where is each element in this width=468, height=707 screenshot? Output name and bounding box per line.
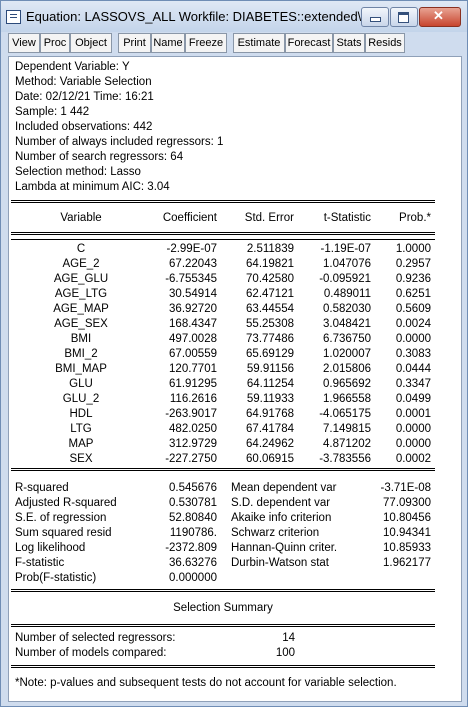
stat-value: 36.63276 (169, 557, 217, 569)
cell-coefficient: 312.9729 (169, 438, 217, 450)
stat-label: Akaike info criterion (231, 512, 332, 524)
cell-t-statistic: 4.871202 (323, 438, 371, 450)
cell-t-statistic: -0.095921 (319, 273, 371, 285)
print-button[interactable]: Print (118, 33, 151, 53)
freeze-button[interactable]: Freeze (185, 33, 227, 53)
stat-value: 10.80456 (383, 512, 431, 524)
stat-value: 10.94341 (383, 527, 431, 539)
cell-t-statistic: -3.783556 (319, 453, 371, 465)
cell-variable: BMI (70, 333, 92, 345)
cell-prob: 0.0000 (395, 333, 431, 345)
models-compared-label: Number of models compared: (15, 647, 167, 659)
object-button[interactable]: Object (70, 33, 112, 53)
stat-label: Adjusted R-squared (15, 497, 117, 509)
cell-t-statistic: -1.19E-07 (320, 243, 371, 255)
cell-std-error: 64.91768 (246, 408, 294, 420)
cell-coefficient: -2.99E-07 (166, 243, 217, 255)
models-compared-value: 100 (275, 647, 295, 659)
cell-coefficient: 67.00559 (169, 348, 217, 360)
cell-variable: AGE_LTG (54, 288, 108, 300)
cell-prob: 0.3347 (395, 378, 431, 390)
table-rule (11, 468, 435, 471)
table-rule (11, 589, 435, 592)
stat-value: 0.530781 (169, 497, 217, 509)
cell-t-statistic: 0.965692 (323, 378, 371, 390)
header-line: Sample: 1 442 (15, 106, 90, 118)
estimate-button[interactable]: Estimate (233, 33, 285, 53)
cell-variable: SEX (69, 453, 93, 465)
cell-variable: BMI_MAP (55, 363, 107, 375)
output-pane[interactable] (8, 56, 462, 702)
cell-std-error: 59.11933 (246, 393, 294, 405)
col-header-variable: Variable (60, 212, 102, 224)
cell-coefficient: 36.92720 (169, 303, 217, 315)
window-menu-icon[interactable] (6, 10, 21, 24)
table-rule (11, 200, 435, 203)
cell-prob: 0.0444 (395, 363, 431, 375)
maximize-button[interactable] (390, 7, 418, 27)
cell-variable: AGE_MAP (53, 303, 109, 315)
header-line: Lambda at minimum AIC: 3.04 (15, 181, 170, 193)
cell-std-error: 65.69129 (246, 348, 294, 360)
cell-std-error: 60.06915 (246, 453, 294, 465)
cell-prob: 0.0002 (395, 453, 431, 465)
header-line: Included observations: 442 (15, 121, 153, 133)
cell-coefficient: 482.0250 (169, 423, 217, 435)
close-button[interactable] (419, 7, 461, 27)
stat-label: R-squared (15, 482, 69, 494)
cell-std-error: 63.44554 (246, 303, 294, 315)
cell-variable: AGE_SEX (54, 318, 108, 330)
cell-coefficient: 61.91295 (169, 378, 217, 390)
cell-prob: 0.6251 (395, 288, 431, 300)
cell-coefficient: 497.0028 (169, 333, 217, 345)
stat-value: 52.80840 (169, 512, 217, 524)
cell-prob: 0.3083 (395, 348, 431, 360)
view-button[interactable]: View (8, 33, 40, 53)
header-line: Method: Variable Selection (15, 76, 152, 88)
stat-value: 1.962177 (383, 557, 431, 569)
selected-regressors-label: Number of selected regressors: (15, 632, 176, 644)
cell-variable: AGE_GLU (53, 273, 109, 285)
cell-t-statistic: 1.047076 (323, 258, 371, 270)
stat-value: 1190786. (169, 527, 217, 539)
cell-prob: 0.0001 (395, 408, 431, 420)
name-button[interactable]: Name (151, 33, 185, 53)
cell-prob: 0.2957 (395, 258, 431, 270)
stat-value: 10.85933 (383, 542, 431, 554)
cell-t-statistic: 0.489011 (323, 288, 371, 300)
stat-value: 0.545676 (169, 482, 217, 494)
selection-note: *Note: p-values and subsequent tests do not account for variable selection. (15, 677, 397, 689)
table-rule (11, 665, 435, 668)
cell-t-statistic: 1.020007 (323, 348, 371, 360)
cell-variable: BMI_2 (64, 348, 98, 360)
cell-prob: 0.0000 (395, 423, 431, 435)
col-header-std-error: Std. Error (244, 212, 294, 224)
cell-prob: 0.5609 (395, 303, 431, 315)
selection-summary-title: Selection Summary (173, 602, 273, 614)
cell-variable: GLU (69, 378, 93, 390)
cell-coefficient: -227.2750 (165, 453, 217, 465)
cell-coefficient: 116.2616 (169, 393, 217, 405)
table-rule (11, 624, 435, 627)
cell-variable: MAP (68, 438, 94, 450)
cell-t-statistic: 2.015806 (323, 363, 371, 375)
cell-variable: LTG (70, 423, 92, 435)
header-line: Number of always included regressors: 1 (15, 136, 224, 148)
header-line: Number of search regressors: 64 (15, 151, 184, 163)
cell-std-error: 70.42580 (246, 273, 294, 285)
cell-std-error: 67.41784 (246, 423, 294, 435)
minimize-button[interactable] (361, 7, 389, 27)
cell-t-statistic: 7.149815 (323, 423, 371, 435)
stats-button[interactable]: Stats (333, 33, 365, 53)
stat-label: Mean dependent var (231, 482, 337, 494)
col-header-t-statistic: t-Statistic (323, 212, 371, 224)
stat-value: 0.000000 (169, 572, 217, 584)
cell-prob: 1.0000 (395, 243, 431, 255)
cell-coefficient: -263.9017 (165, 408, 217, 420)
cell-std-error: 55.25308 (246, 318, 294, 330)
cell-std-error: 64.11254 (246, 378, 294, 390)
stat-value: -3.71E-08 (380, 482, 431, 494)
col-header-coefficient: Coefficient (162, 212, 217, 224)
cell-t-statistic: 6.736750 (323, 333, 371, 345)
cell-prob: 0.0000 (395, 438, 431, 450)
window-title: Equation: LASSOVS_ALL Workfile: DIABETES::extended\ (26, 9, 362, 24)
cell-t-statistic: 0.582030 (323, 303, 371, 315)
header-line: Date: 02/12/21 Time: 16:21 (15, 91, 154, 103)
cell-variable: GLU_2 (62, 393, 100, 405)
stat-label: S.D. dependent var (231, 497, 331, 509)
cell-variable: AGE_2 (62, 258, 100, 270)
table-rule (11, 232, 435, 235)
header-line: Selection method: Lasso (15, 166, 141, 178)
stat-label: Durbin-Watson stat (231, 557, 329, 569)
cell-t-statistic: 1.966558 (323, 393, 371, 405)
cell-prob: 0.0499 (395, 393, 431, 405)
stat-label: F-statistic (15, 557, 65, 569)
stat-label: S.E. of regression (15, 512, 107, 524)
cell-std-error: 59.91156 (246, 363, 294, 375)
cell-variable: HDL (69, 408, 93, 420)
cell-t-statistic: 3.048421 (323, 318, 371, 330)
cell-std-error: 64.24962 (246, 438, 294, 450)
stat-value: 77.09300 (383, 497, 431, 509)
forecast-button[interactable]: Forecast (285, 33, 333, 53)
stat-label: Schwarz criterion (231, 527, 320, 539)
cell-coefficient: 120.7701 (169, 363, 217, 375)
stat-label: Log likelihood (15, 542, 86, 554)
cell-coefficient: 30.54914 (169, 288, 217, 300)
stat-label: Prob(F-statistic) (15, 572, 97, 584)
cell-std-error: 2.511839 (246, 243, 294, 255)
col-header-prob: Prob.* (399, 212, 431, 224)
selected-regressors-value: 14 (282, 632, 295, 644)
proc-button[interactable]: Proc (40, 33, 70, 53)
table-rule (11, 239, 435, 240)
stat-label: Hannan-Quinn criter. (231, 542, 338, 554)
resids-button[interactable]: Resids (365, 33, 405, 53)
cell-t-statistic: -4.065175 (319, 408, 371, 420)
cell-std-error: 73.77486 (246, 333, 294, 345)
stat-value: -2372.809 (165, 542, 217, 554)
cell-prob: 0.9236 (395, 273, 431, 285)
cell-std-error: 62.47121 (246, 288, 294, 300)
cell-variable: C (76, 243, 86, 255)
cell-coefficient: 67.22043 (169, 258, 217, 270)
stat-label: Sum squared resid (15, 527, 112, 539)
header-line: Dependent Variable: Y (15, 61, 130, 73)
cell-std-error: 64.19821 (246, 258, 294, 270)
cell-coefficient: -6.755345 (165, 273, 217, 285)
title-bar[interactable] (1, 1, 467, 32)
cell-coefficient: 168.4347 (169, 318, 217, 330)
cell-prob: 0.0024 (395, 318, 431, 330)
